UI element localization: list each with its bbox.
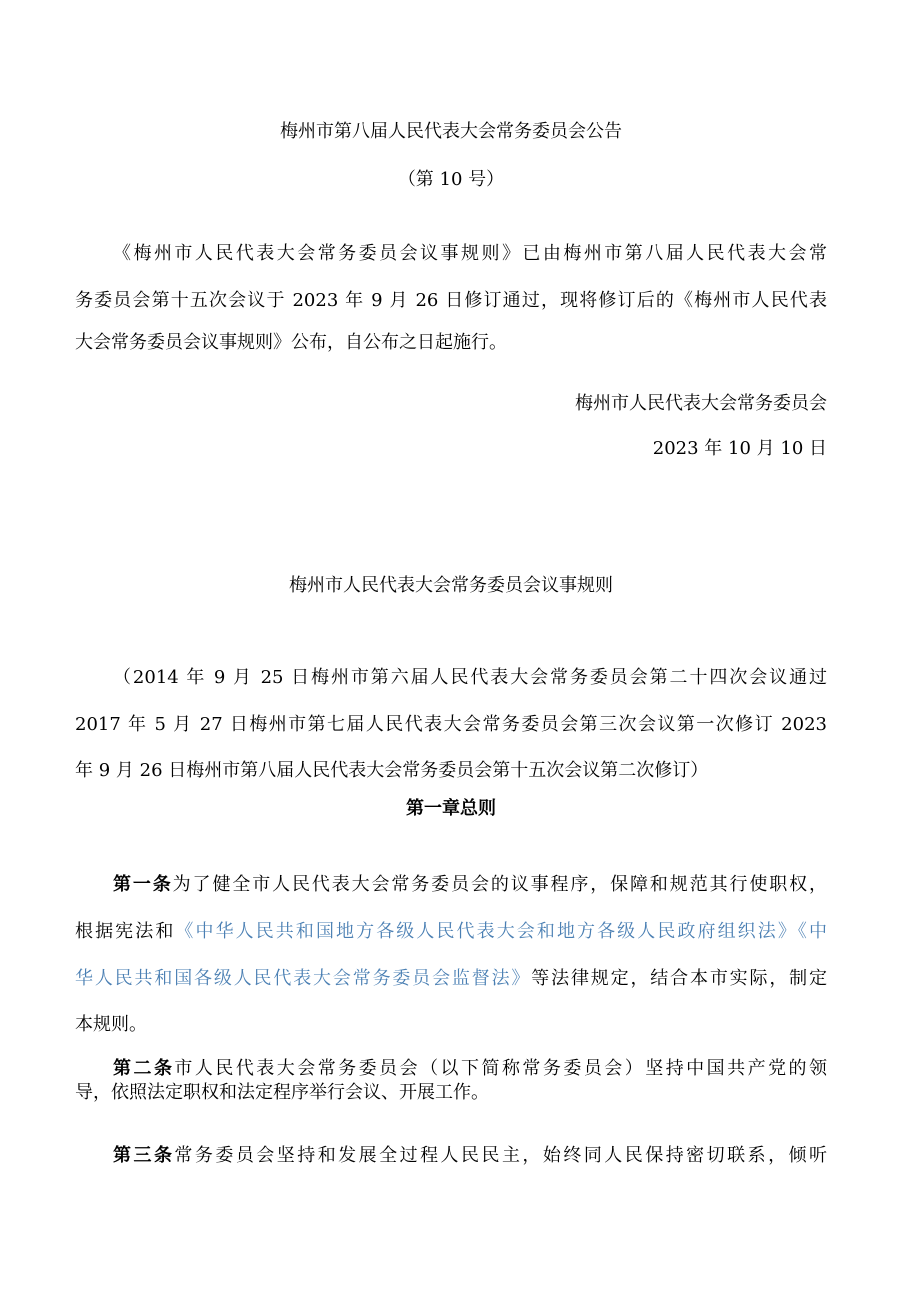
law-link-organic-law[interactable]: 《中华人民共和国地方各级人民代表大会和地方各级人民政府组织法》《中 [175,921,827,942]
announcement-date: 2023 年 10 月 10 日 [652,438,827,459]
article-2-line-1 [113,1056,827,1082]
article-2-label: 第二条 [113,1058,175,1079]
announcement-body-line-2: 务委员会第十五次会议于 2023 年 9 月 26 日修订通过，现将修订后的《梅州市人民代表 [75,290,827,311]
article-3-line-1 [113,1143,827,1169]
announcement-number: （第 10 号） [397,169,505,190]
article-3-label: 第三条 [113,1145,175,1166]
article-3-text: 常务委员会坚持和发展全过程人民民主，始终同人民保持密切联系，倾听 [174,1145,828,1166]
announcement-issuer: 梅州市人民代表大会常务委员会 [575,393,827,414]
rules-title: 梅州市人民代表大会常务委员会议事规则 [289,575,613,596]
rules-history-line-2: 2017 年 5 月 27 日梅州市第七届人民代表大会常务委员会第三次会议第一次修订 2023 [75,714,827,735]
article-1-line-4: 本规则。 [75,1014,147,1035]
rules-history-line-3: 年 9 月 26 日梅州市第八届人民代表大会常务委员会第十五次会议第二次修订） [75,760,709,781]
rules-history-line-1: （2014 年 9 月 25 日梅州市第六届人民代表大会常务委员会第二十四次会议通过 [113,667,827,688]
announcement-title: 梅州市第八届人民代表大会常务委员会公告 [280,121,622,142]
announcement-body-line-3: 大会常务委员会议事规则》公布，自公布之日起施行。 [75,332,507,353]
chapter-heading: 第一章总则 [406,798,496,819]
article-1-label: 第一条 [113,874,173,895]
article-1-suffix: 等法律规定，结合本市实际，制定 [531,968,828,989]
law-link-supervision-law[interactable]: 华人民共和国各级人民代表大会常务委员会监督法》 [75,968,532,989]
article-1-line-2 [75,919,827,945]
article-1-line-3 [75,966,827,992]
article-1-line-1 [113,872,827,898]
article-1-prefix: 根据宪法和 [75,921,176,942]
article-2-text: 市人民代表大会常务委员会（以下简称常务委员会）坚持中国共产党的领 [174,1058,828,1079]
article-2-line-2: 导，依照法定职权和法定程序举行会议、开展工作。 [75,1082,489,1103]
article-1-text: 为了健全市人民代表大会常务委员会的议事程序，保障和规范其行使职权， [172,874,828,895]
announcement-body-line-1: 《梅州市人民代表大会常务委员会议事规则》已由梅州市第八届人民代表大会常 [113,243,827,264]
